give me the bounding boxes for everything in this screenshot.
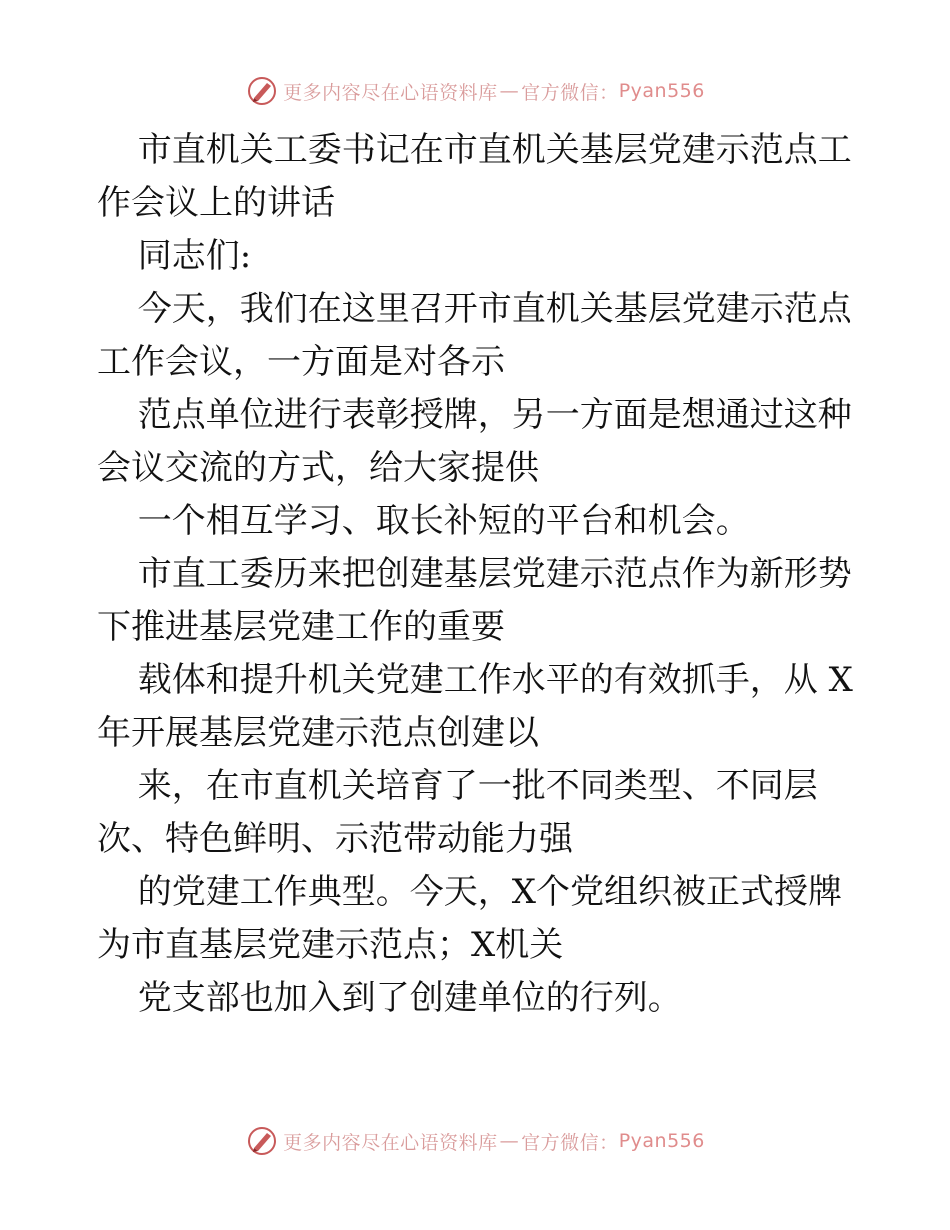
banner-account: Pyan556 — [618, 80, 705, 102]
banner-dash: — — [499, 80, 520, 102]
banner-official: 官方微信： — [521, 81, 619, 104]
paragraph: 今天，我们在这里召开市直机关基层党建示范点 工作会议，一方面是对各示 — [97, 289, 852, 382]
document-title: 市直机关工委书记在市直机关基层党建示范点工 作会议上的讲话 — [97, 130, 852, 223]
banner-official: 官方微信： — [521, 1131, 619, 1154]
footer-watermark-banner — [0, 1121, 950, 1161]
header-watermark-banner — [0, 71, 950, 111]
pen-logo-icon — [245, 74, 279, 108]
banner-text: 更多内容尽在心语资料库 — [283, 1131, 498, 1154]
paragraph: 范点单位进行表彰授牌，另一方面是想通过这种 会议交流的方式，给大家提供 — [97, 395, 852, 488]
document-body — [97, 124, 857, 1025]
banner-text: 更多内容尽在心语资料库 — [283, 81, 498, 104]
banner-account: Pyan556 — [618, 1130, 705, 1152]
pen-logo-icon — [245, 1124, 279, 1158]
paragraph: 载体和提升机关党建工作水平的有效抓手，从 X 年开展基层党建示范点创建以 — [97, 660, 853, 753]
paragraph: 来，在市直机关培育了一批不同类型、不同层 次、特色鲜明、示范带动能力强 — [97, 766, 818, 859]
salutation: 同志们: — [137, 236, 252, 276]
paragraph: 市直工委历来把创建基层党建示范点作为新形势 下推进基层党建工作的重要 — [97, 554, 852, 647]
banner-dash: — — [499, 1130, 520, 1152]
paragraph: 的党建工作典型。今天，X个党组织被正式授牌 为市直基层党建示范点；X机关 — [97, 872, 843, 965]
paragraph: 党支部也加入到了创建单位的行列。 — [137, 978, 682, 1018]
paragraph: 一个相互学习、取长补短的平台和机会。 — [137, 501, 750, 541]
